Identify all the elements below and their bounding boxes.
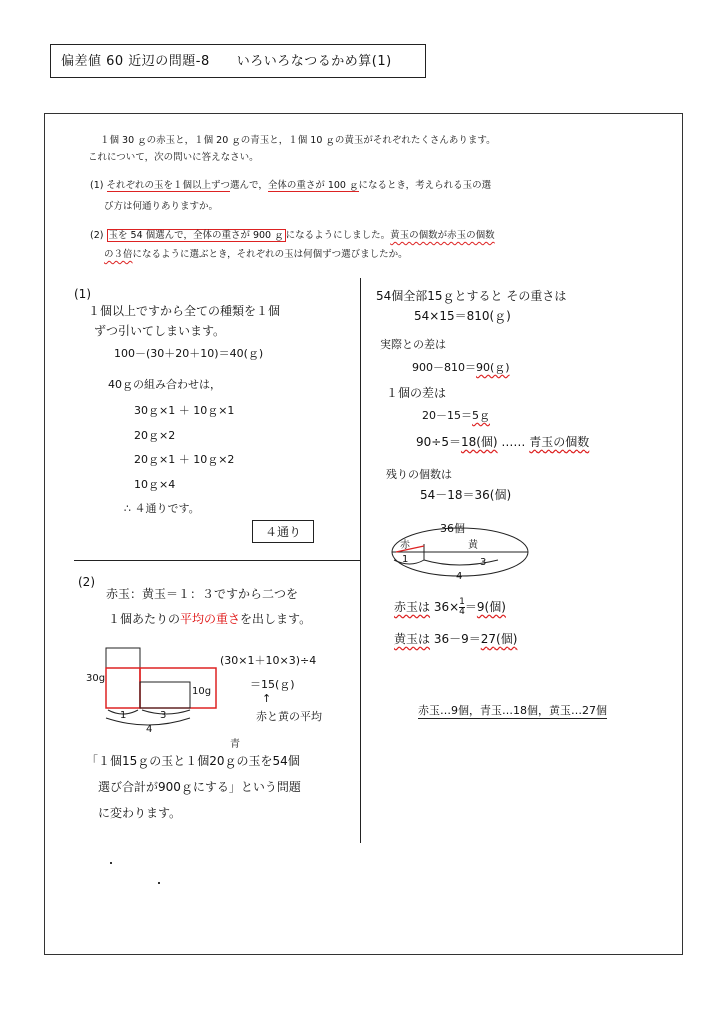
sol2-line2 bbox=[108, 610, 311, 627]
d-36: 36個 bbox=[440, 522, 465, 535]
page-title: 偏差値 60 近辺の問題-8 いろいろなつるかめ算(1) bbox=[50, 44, 426, 78]
question-1-line2: び方は何通りありますか。 bbox=[104, 201, 219, 212]
fig-30g: 30g bbox=[86, 673, 106, 684]
sol2-calc2: ＝15(ｇ) bbox=[250, 678, 295, 691]
sol2-line1: 赤玉：黄玉＝１：３ですから二つを bbox=[106, 587, 299, 601]
ellipse-brace-1 bbox=[394, 560, 424, 564]
sol2-restate3: に変わります。 bbox=[98, 806, 182, 820]
question-2-line2 bbox=[104, 248, 408, 262]
fig-1: 1 bbox=[120, 710, 127, 721]
sol2-note-blue: 青 bbox=[230, 739, 240, 750]
fraction-numerator: 1 bbox=[459, 597, 465, 607]
sol2-label: (2) bbox=[78, 575, 95, 589]
sol3-line7 bbox=[416, 433, 589, 450]
sol3-yellow-label: 黄玉は bbox=[394, 632, 431, 646]
area-red-column-outline bbox=[106, 648, 140, 708]
d-1: 1 bbox=[402, 554, 409, 565]
q2-wavy: 黄玉の個数が赤玉の個数 bbox=[390, 230, 495, 241]
problem-intro-line2: これについて，次の問いに答えなさい。 bbox=[88, 152, 259, 163]
sol3-red-label: 赤玉は bbox=[394, 600, 431, 614]
problem-intro-line1: １個 30 ｇの赤玉と，１個 20 ｇの青玉と，１個 10 ｇの黄玉がそれぞれたくさんあります。 bbox=[100, 135, 496, 146]
section-divider bbox=[74, 560, 360, 561]
area-yellow-rect bbox=[140, 682, 190, 708]
sol2-restate2: 選び合計が900ｇにする」という問題 bbox=[98, 780, 301, 794]
sol3-line6 bbox=[422, 407, 490, 423]
sol3-line6a: 20－15＝ bbox=[422, 409, 472, 422]
d-aka: 赤 bbox=[400, 540, 410, 551]
sol3-line4a: 900－810＝ bbox=[412, 361, 476, 374]
sol1-combo2: 20ｇ×2 bbox=[134, 429, 176, 442]
question-1 bbox=[90, 179, 491, 193]
q2-boxed: 玉を 54 個選んで，全体の重さが 900 ｇ bbox=[108, 230, 284, 241]
sol3-line1: 54個全部15ｇとすると その重さは bbox=[376, 289, 567, 303]
final-answer: 赤玉…9個，青玉…18個，黄玉…27個 bbox=[418, 704, 607, 717]
sol3-line7a: 90÷5＝ bbox=[416, 435, 461, 449]
sol3-unit-diff: 5ｇ bbox=[472, 409, 490, 422]
scan-speck bbox=[110, 862, 112, 864]
d-ki: 黄 bbox=[468, 540, 478, 551]
sol3-line11 bbox=[394, 630, 517, 647]
fig-4: 4 bbox=[146, 724, 153, 735]
sol3-line7c: …… bbox=[497, 435, 530, 449]
sol1-line3: 100－(30＋20＋10)＝40(ｇ) bbox=[114, 347, 264, 360]
sol2-calc1: (30×1＋10×3)÷4 bbox=[220, 654, 317, 667]
fraction-denominator: 4 bbox=[459, 607, 465, 617]
sol1-line2: ずつ引いてしまいます。 bbox=[94, 324, 226, 338]
sol3-yellow-count: 27(個) bbox=[480, 632, 518, 646]
q1-underline-2: 全体の重さが 100 ｇ bbox=[267, 180, 359, 191]
sol1-combo4: 10ｇ×4 bbox=[134, 478, 176, 491]
q1-text-2: 選んで， bbox=[230, 180, 268, 191]
scan-speck bbox=[158, 882, 160, 884]
sol1-label: (1) bbox=[74, 287, 91, 301]
sol3-line10b: 36× bbox=[433, 600, 460, 614]
q1-number: (1) bbox=[90, 180, 104, 191]
sol3-line10c: ＝ bbox=[464, 600, 477, 614]
sol2-restate1: 「１個15ｇの玉と１個20ｇの玉を54個 bbox=[86, 754, 300, 768]
q2-number: (2) bbox=[90, 230, 104, 241]
question-2 bbox=[90, 229, 495, 243]
column-divider bbox=[360, 278, 361, 843]
sol1-line5: ∴ ４通りです。 bbox=[124, 502, 200, 515]
sol2-average-weight: 平均の重さ bbox=[180, 612, 241, 626]
q2-line2-text: になるように選ぶとき，それぞれの玉は何個ずつ選びましたか。 bbox=[132, 249, 408, 260]
q1-text-4: になるとき，考えられる玉の選 bbox=[358, 180, 492, 191]
sol3-line3: 実際との差は bbox=[380, 338, 446, 351]
sol3-blue-label: 青玉の個数 bbox=[529, 435, 590, 449]
sol3-line8: 残りの個数は bbox=[386, 468, 452, 481]
d-3: 3 bbox=[480, 557, 487, 568]
q2-line2-wavy: の３倍 bbox=[104, 249, 133, 260]
sol2-arrow: ↑ bbox=[262, 692, 272, 705]
sol3-line4 bbox=[412, 359, 510, 375]
q2-text-2: になるようにしました。 bbox=[285, 230, 391, 241]
sol3-red-count: 9(個) bbox=[476, 600, 506, 614]
ellipse-brace-3 bbox=[424, 560, 498, 565]
sol3-diff-90: 90(ｇ) bbox=[476, 361, 510, 374]
sol1-line4: 40ｇの組み合わせは， bbox=[108, 378, 221, 391]
sol1-combo1: 30ｇ×1 ＋ 10ｇ×1 bbox=[134, 404, 235, 417]
fig-10g: 10g bbox=[192, 686, 212, 697]
sol3-blue-count: 18(個) bbox=[460, 435, 498, 449]
sol3-line11b: 36－9＝ bbox=[433, 632, 481, 646]
sol2-line2c: を出します。 bbox=[240, 612, 312, 626]
sol2-line2a: １個あたりの bbox=[108, 612, 181, 626]
sol1-line1: １個以上ですから全ての種類を１個 bbox=[88, 304, 281, 318]
area-red-rect bbox=[106, 668, 140, 708]
d-4: 4 bbox=[456, 571, 463, 582]
sol1-combo3: 20ｇ×1 ＋ 10ｇ×2 bbox=[134, 453, 235, 466]
fig-3: 3 bbox=[160, 710, 167, 721]
sol3-line9: 54－18＝36(個) bbox=[420, 488, 512, 502]
sol3-line5: １個の差は bbox=[386, 386, 447, 400]
sol1-answer-box: ４通り bbox=[252, 520, 314, 543]
q1-underline-1: それぞれの玉を１個以上ずつ bbox=[106, 180, 231, 191]
sol2-calc3: 赤と黄の平均 bbox=[256, 710, 322, 723]
sol3-line2: 54×15＝810(ｇ) bbox=[414, 309, 511, 323]
sol3-line10 bbox=[394, 598, 506, 617]
